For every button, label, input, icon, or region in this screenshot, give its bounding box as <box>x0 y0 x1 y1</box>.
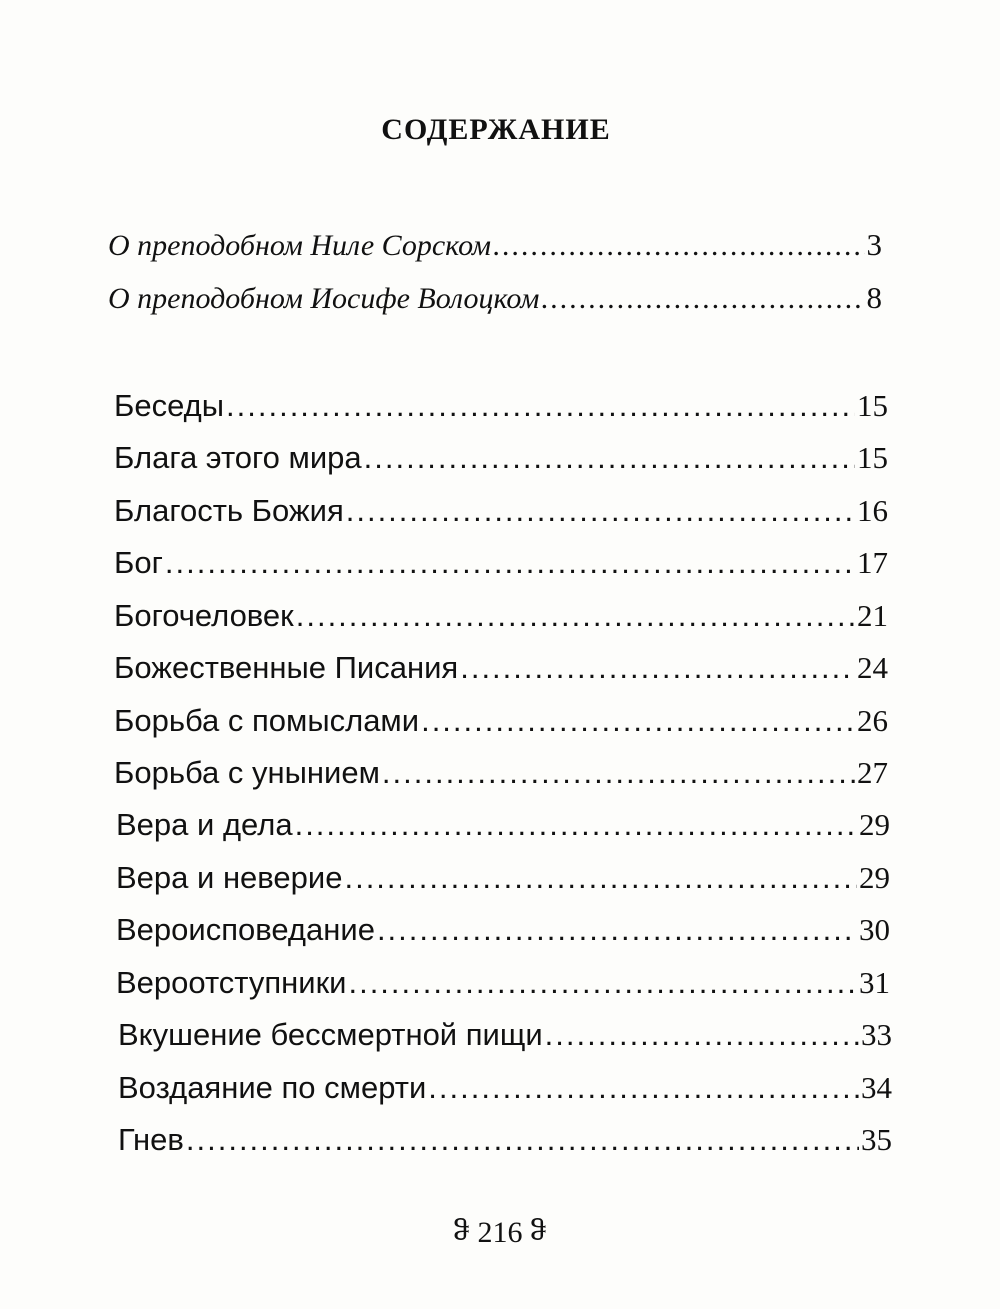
leader-dots <box>296 598 855 634</box>
toc-entry <box>108 227 882 275</box>
toc-entry <box>114 598 888 646</box>
toc-entry <box>114 703 888 751</box>
leader-dots <box>344 860 857 896</box>
toc-entry-page: 24 <box>857 650 888 685</box>
toc-entry-label: Блага этого мира <box>114 440 362 475</box>
toc-entry <box>118 1122 892 1170</box>
leader-dots <box>346 493 855 529</box>
toc-entry <box>118 1017 892 1065</box>
leader-dots <box>493 229 864 263</box>
toc-entry <box>108 280 882 328</box>
toc-entry <box>116 807 890 855</box>
leader-dots <box>377 912 857 948</box>
toc-entry-label: Беседы <box>114 388 225 423</box>
toc-entry-label: Вкушение бессмертной пищи <box>118 1017 543 1052</box>
toc-entry <box>116 860 890 908</box>
toc-entry-page: 21 <box>857 598 888 633</box>
toc-entry-label: Гнев <box>118 1122 184 1157</box>
toc-entry-page: 8 <box>866 280 882 315</box>
toc-entry <box>118 1070 892 1118</box>
leader-dots <box>186 1122 859 1158</box>
leader-dots <box>165 545 855 581</box>
toc-entry-page: 29 <box>859 807 890 842</box>
leader-dots <box>545 1017 859 1053</box>
toc-entry-page: 30 <box>859 912 890 947</box>
toc-entry <box>116 965 890 1013</box>
toc-entry <box>114 440 888 488</box>
toc-entry <box>114 755 888 803</box>
leader-dots <box>226 388 855 424</box>
toc-entry-label: О преподобном Ниле Сорском <box>108 229 492 262</box>
ornament-left-icon: ჵ <box>453 1217 470 1246</box>
ornament-right-icon: ჵ <box>530 1217 547 1246</box>
toc-entry-label: Божественные Писания <box>114 650 459 685</box>
toc-entry <box>114 545 888 593</box>
toc-entry-label: Благость Божия <box>114 493 344 528</box>
toc-entry-page: 15 <box>857 388 888 423</box>
toc-entry-page: 15 <box>857 440 888 475</box>
leader-dots <box>364 440 855 476</box>
toc-entry-label: Бог <box>114 545 163 580</box>
leader-dots <box>295 807 857 843</box>
leader-dots <box>382 755 855 791</box>
toc-entry-page: 31 <box>859 965 890 1000</box>
toc-entry-label: О преподобном Иосифе Волоцком <box>108 282 540 315</box>
toc-entry-page: 3 <box>866 227 882 262</box>
page-title: СОДЕРЖАНИЕ <box>381 113 611 146</box>
toc-entry-label: Богочеловек <box>114 598 294 633</box>
toc-entry <box>114 650 888 698</box>
toc-entry <box>114 388 888 436</box>
toc-entry-page: 33 <box>861 1017 892 1052</box>
leader-dots <box>348 965 857 1001</box>
toc-entry <box>114 493 888 541</box>
toc-entry-page: 35 <box>861 1122 892 1157</box>
leader-dots <box>421 703 855 739</box>
toc-entry-page: 29 <box>859 860 890 895</box>
toc-entry-label: Вера и дела <box>116 807 293 842</box>
page-number: 216 <box>477 1216 523 1249</box>
toc-entry-label: Воздаяние по смерти <box>118 1070 427 1105</box>
toc-entry-label: Вероисповедание <box>116 912 375 947</box>
leader-dots <box>460 650 855 686</box>
toc-entry <box>116 912 890 960</box>
toc-entry-label: Вера и неверие <box>116 860 343 895</box>
toc-entry-label: Вероотступники <box>116 965 347 1000</box>
leader-dots <box>428 1070 859 1106</box>
toc-entry-label: Борьба с помыслами <box>114 703 420 738</box>
toc-entry-page: 16 <box>857 493 888 528</box>
toc-entry-page: 17 <box>857 545 888 580</box>
toc-entry-label: Борьба с унынием <box>114 755 380 790</box>
toc-entry-page: 27 <box>857 755 888 790</box>
toc-entry-page: 26 <box>857 703 888 738</box>
toc-entry-page: 34 <box>861 1070 892 1105</box>
leader-dots <box>541 282 864 316</box>
page-footer <box>0 1216 1000 1250</box>
